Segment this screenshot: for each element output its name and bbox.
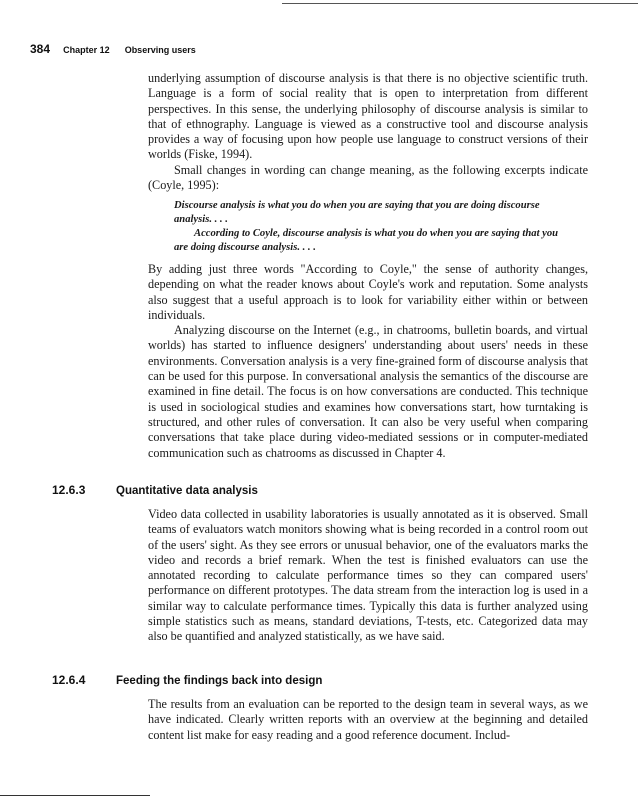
bottom-rule <box>0 795 150 796</box>
block-quote <box>174 199 574 255</box>
running-title: Observing users <box>124 45 196 55</box>
chapter-label: Chapter 12 <box>63 45 110 55</box>
section-heading-12-6-4 <box>52 673 322 687</box>
feedback-paragraph-1: The results from an evaluation can be reported to the design team in several ways, as we have indicated. Clearly written reports with an overview at the beginning and detailed content list make for easy reading and a good reference document. Includ- <box>148 697 588 742</box>
page-number: 384 <box>30 42 51 56</box>
section-heading-12-6-3 <box>52 483 258 497</box>
section-title-12-6-4: Feeding the findings back into design <box>116 675 323 687</box>
quantitative-text-block <box>148 507 588 645</box>
discourse-text-block <box>148 262 588 461</box>
intro-paragraph-1: underlying assumption of discourse analysis is that there is no objective scientific truth. Language is a form of social reality that is open to interpretation from different perspectives. In this sense, the underlying philosophy of discourse analysis is similar to that of ethnography. Language is viewed as a constructive tool and discourse analysis provides a way of focusing upon how people use language to construct versions of their worlds (Fiske, 1994). <box>148 71 588 162</box>
top-rule <box>282 3 638 4</box>
quote-line-2: According to Coyle, discourse analysis is what you do when you are saying that you are doing discourse analysis. . . . <box>174 228 559 253</box>
section-number-12-6-4: 12.6.4 <box>52 673 86 687</box>
running-head <box>30 42 196 56</box>
discourse-paragraph-1: By adding just three words "According to Coyle," the sense of authority changes, depending on what the reader knows about Coyle's work and reputation. Some analysts also suggest that a useful approach is to look for variability either within or between individuals. <box>148 262 588 322</box>
quantitative-paragraph-1: Video data collected in usability laboratories is usually annotated as it is observed. Small teams of evaluators watch monitors showing what is being recorded in a control room out of the users' sight. As they see errors or unusual behavior, one of the evaluators marks the video and records a brief remark. When the test is finished evaluators can use the annotated recording to calculate performance times so they can compared users' performance on different prototypes. The data stream from the interaction log is used in a similar way to calculate performance times. Typically this data is further analyzed using simple statistics such as means, standard deviations, T-tests, etc. Categorized data may also be quantified and analyzed statistically, as we have said. <box>148 507 588 644</box>
quote-line-1: Discourse analysis is what you do when you are saying that you are doing discourse analysis. . . . <box>174 200 540 225</box>
feedback-text-block <box>148 697 588 743</box>
discourse-paragraph-2: Analyzing discourse on the Internet (e.g., in chatrooms, bulletin boards, and virtual worlds) has started to influence designers' understanding about users' needs in these environments. Conversation analysis is a very fine-grained form of discourse analysis that can be used for this purpose. In conversational analysis the semantics of the discourse are examined in fine detail. The focus is on how conversations are conducted. This technique is used in sociological studies and examines how conversations start, how turntaking is structured, and other rules of conversation. It can also be very useful when comparing conversations that take place during video-mediated sessions or in computer-mediated communication such as chatrooms as discussed in Chapter 4. <box>148 323 588 460</box>
intro-paragraph-2: Small changes in wording can change meaning, as the following excerpts indicate (Coyle, 1995): <box>148 162 588 193</box>
section-number-12-6-3: 12.6.3 <box>52 483 86 497</box>
section-title-12-6-3: Quantitative data analysis <box>116 485 258 497</box>
intro-text-block <box>148 71 588 193</box>
